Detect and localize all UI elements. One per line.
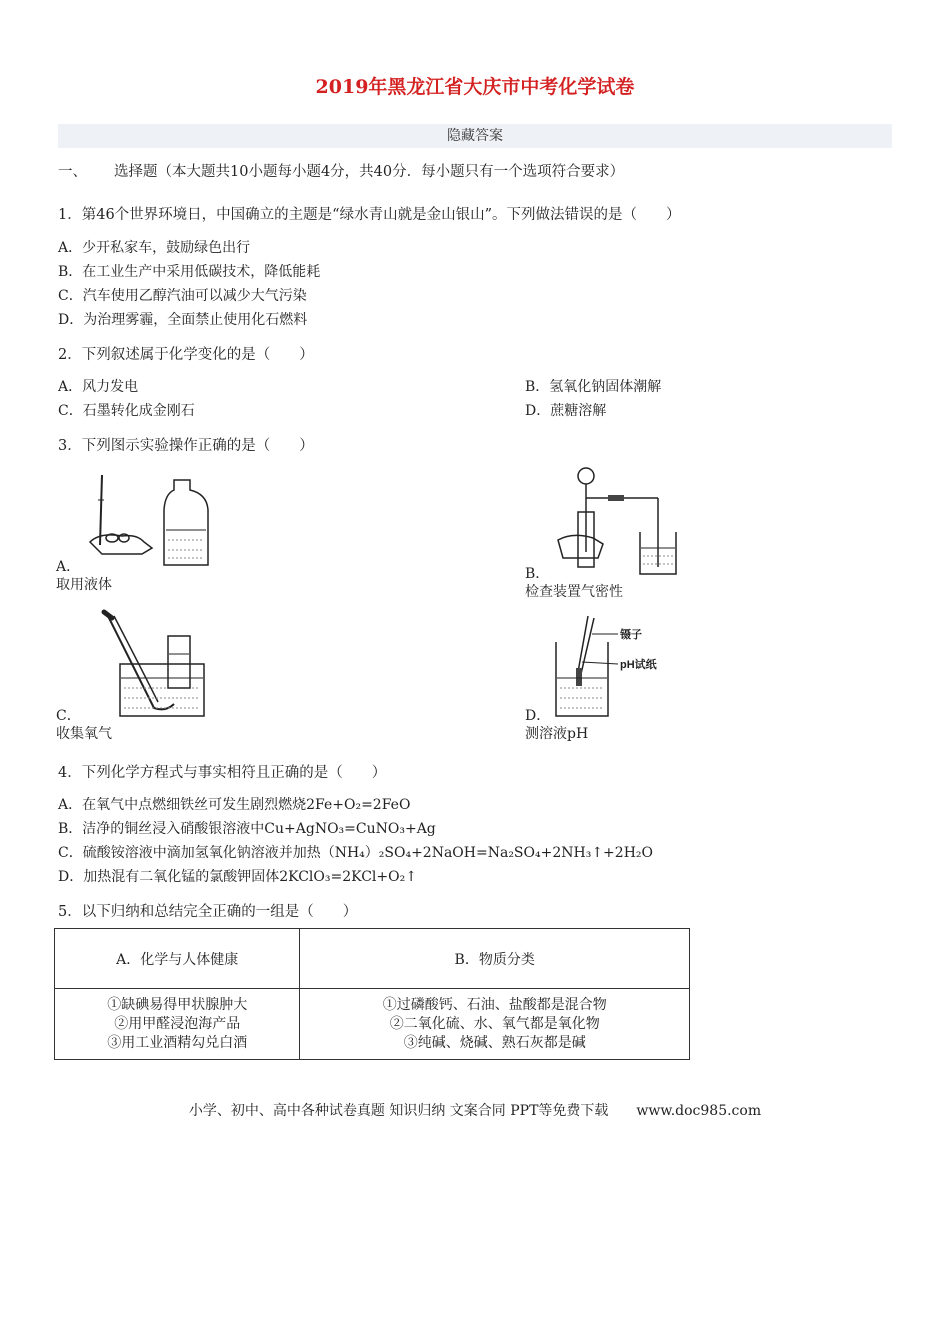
q3-option-a-caption: 取用液体 (56, 577, 112, 593)
figure-d-ph-paper-label: pH试纸 (620, 659, 657, 671)
q5-table (54, 928, 690, 1060)
q3-option-d-caption: 测溶液pH (525, 726, 589, 742)
figure-d-tweezers-label: 镊子 (620, 629, 642, 641)
q2-option-d: D．蔗糖溶解 (525, 403, 607, 419)
q3-option-a-letter: A． (56, 559, 81, 575)
q5-a-item: ①缺碘易得甲状腺肿大 (107, 996, 248, 1013)
q5-b-item: ③纯碱、烧碱、熟石灰都是碱 (403, 1034, 586, 1051)
q2-option-b: B．氢氧化钠固体潮解 (525, 379, 662, 395)
q5-a-item: ②用甲醛浸泡海产品 (114, 1015, 241, 1032)
q5-stem: 5．以下归纳和总结完全正确的一组是（ ） (58, 904, 358, 920)
section-number: 一、 (58, 164, 87, 180)
q5-b-item: ②二氧化硫、水、氧气都是氧化物 (389, 1015, 600, 1032)
figure-d-measure-ph (548, 612, 668, 720)
q1-option-c: C．汽车使用乙醇汽油可以减少大气污染 (58, 288, 307, 304)
q5-b-item: ①过磷酸钙、石油、盐酸都是混合物 (382, 996, 607, 1013)
exam-title: 2019年黑龙江省大庆市中考化学试卷 (315, 76, 635, 98)
q4-option-b: B．洁净的铜丝浸入硝酸银溶液中Cu+AgNO₃=CuNO₃+Ag (58, 821, 436, 837)
q4-option-d: D．加热混有二氧化锰的氯酸钾固体2KClO₃=2KCl+O₂↑ (58, 869, 417, 885)
hide-answer-bar[interactable]: 隐藏答案 (58, 124, 892, 148)
section-text: 选择题（本大题共10小题每小题4分，共40分．每小题只有一个选项符合要求） (114, 164, 625, 180)
q5-header-b: B．物质分类 (300, 929, 690, 989)
q3-option-c-letter: C． (56, 708, 81, 724)
q3-stem: 3．下列图示实验操作正确的是（ ） (58, 438, 314, 454)
q3-option-b-letter: B． (525, 566, 550, 582)
q2-option-a: A．风力发电 (58, 379, 139, 395)
q5-cell-a (55, 989, 300, 1060)
q1-option-b: B．在工业生产中采用低碳技术，降低能耗 (58, 264, 321, 280)
q3-option-d-letter: D． (525, 708, 551, 724)
q1-stem: 1．第46个世界环境日，中国确立的主题是“绿水青山就是金山银山”。下列做法错误的是（ ） (58, 207, 681, 223)
q1-option-d: D．为治理雾霾，全面禁止使用化石燃料 (58, 312, 308, 328)
q5-header-a: A．化学与人体健康 (55, 929, 300, 989)
q3-option-c-caption: 收集氧气 (56, 726, 112, 742)
q3-option-b-caption: 检查装置气密性 (525, 584, 623, 600)
q4-option-a: A．在氧气中点燃细铁丝可发生剧烈燃烧2Fe+O₂=2FeO (58, 797, 411, 813)
q4-stem: 4．下列化学方程式与事实相符且正确的是（ ） (58, 765, 387, 781)
figure-b-airtight-check (548, 462, 678, 580)
footer-text: 小学、初中、高中各种试卷真题 知识归纳 文案合同 PPT等免费下载 www.doc985.com (188, 1103, 762, 1119)
q1-option-a: A．少开私家车，鼓励绿色出行 (58, 240, 251, 256)
q2-stem: 2．下列叙述属于化学变化的是（ ） (58, 347, 314, 363)
q5-cell-b (300, 989, 690, 1060)
section-heading (58, 160, 624, 181)
q4-option-c: C．硫酸铵溶液中滴加氢氧化钠溶液并加热（NH₄）₂SO₄+2NaOH=Na₂SO₄+2NH₃↑+2H₂O (58, 845, 653, 861)
q2-option-c: C．石墨转化成金刚石 (58, 403, 195, 419)
figure-c-collect-oxygen (84, 608, 214, 720)
figure-a-dropper-bottle (82, 470, 217, 570)
q5-a-item: ③用工业酒精勾兑白酒 (107, 1034, 248, 1051)
